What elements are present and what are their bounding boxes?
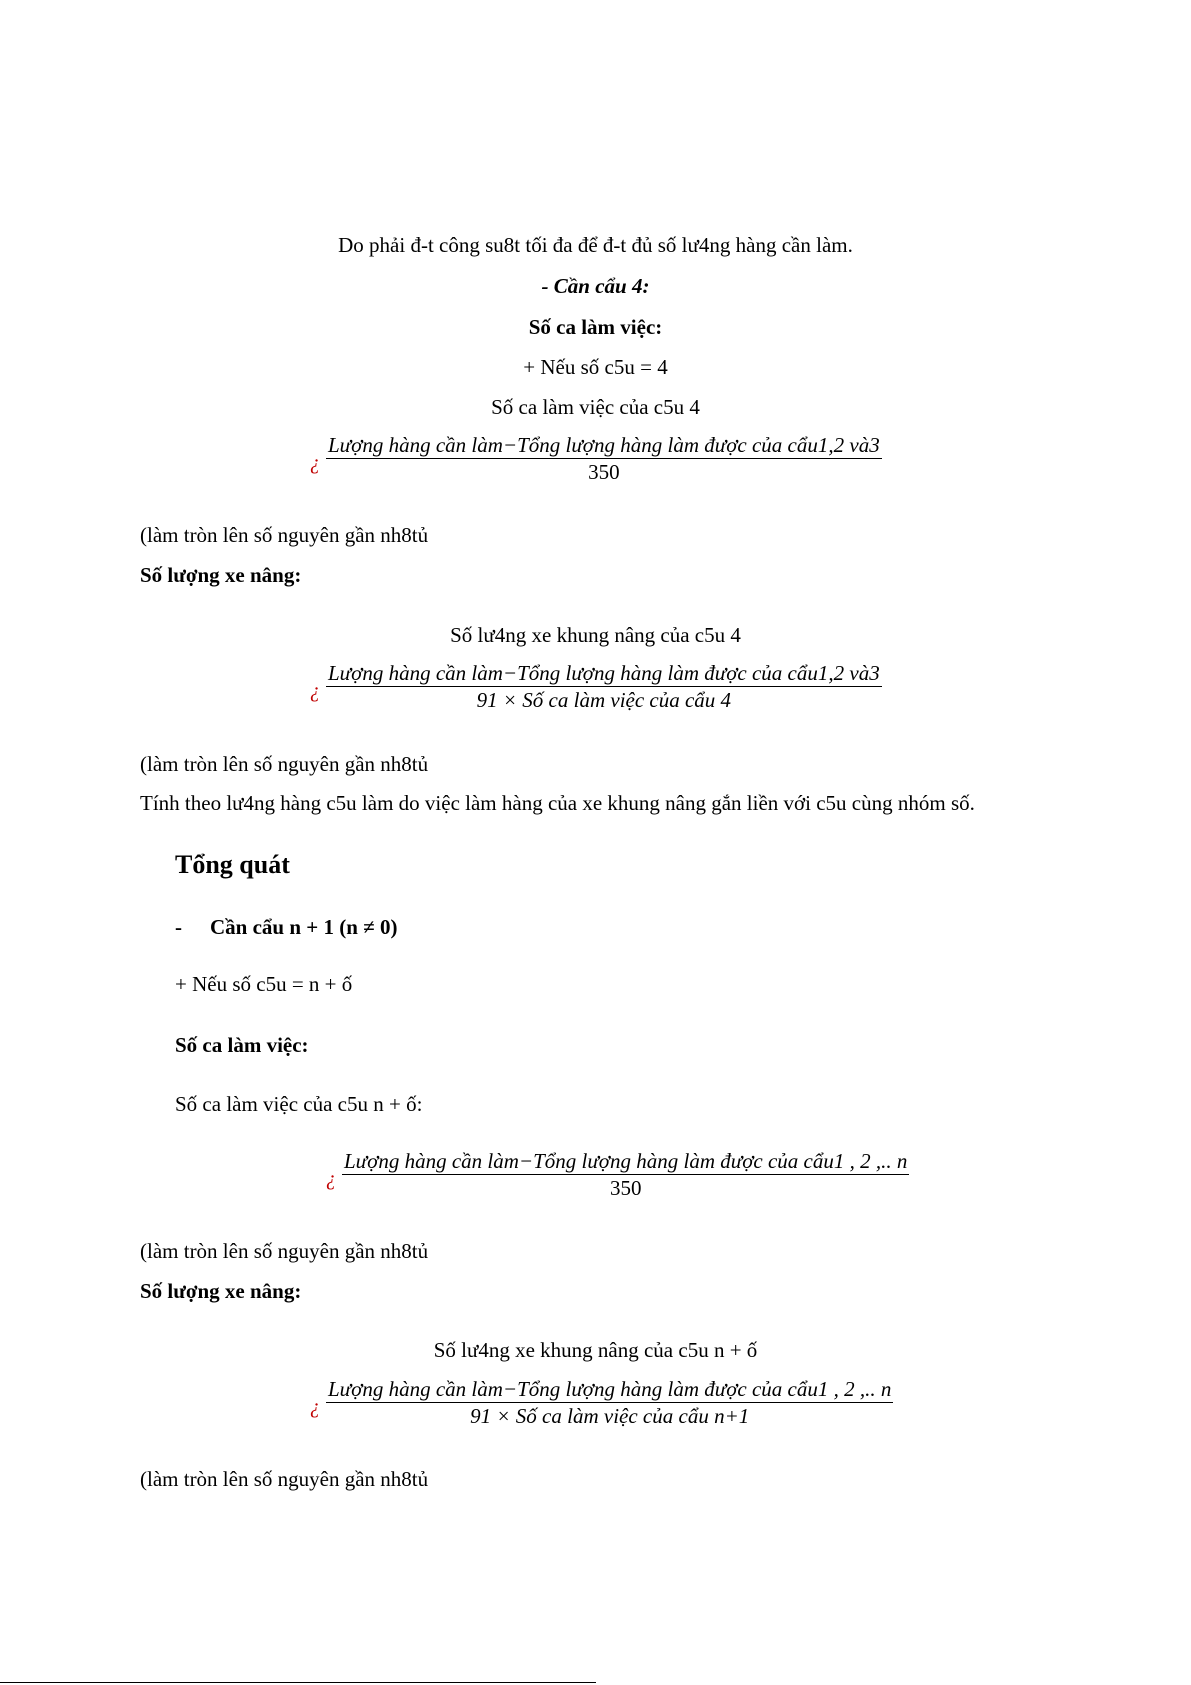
text-line: Số ca làm việc của c5u 4 <box>491 395 700 419</box>
text-line: (làm tròn lên số nguyên gần nh8tủ <box>140 1467 429 1491</box>
formula-glyph: ¿ <box>326 1168 336 1190</box>
formula-numerator: Lượng hàng cần làm−Tổng lượng hàng làm được của cẩu1 , 2 ,.. n <box>344 1149 908 1173</box>
formula-numerator: Lượng hàng cần làm−Tổng lượng hàng làm được của cẩu1,2 và3 <box>328 433 880 457</box>
formula-shifts-crane-4 <box>310 432 882 485</box>
text-line: + Nếu số c5u = 4 <box>523 355 668 379</box>
formula-denominator: 91 × Số ca làm việc của cẩu 4 <box>476 688 732 712</box>
formula-denominator: 350 <box>609 1176 642 1200</box>
formula-forklifts-crane-n1 <box>310 1376 893 1429</box>
text-line: (làm tròn lên số nguyên gần nh8tủ <box>140 523 429 547</box>
formula-denominator: 350 <box>588 460 620 484</box>
text-line: Tính theo lư4ng hàng c5u làm do việc làm hàng của xe khung nâng gắn liền với c5u cùng nhóm số. <box>140 791 975 815</box>
formula-numerator: Lượng hàng cần làm−Tổng lượng hàng làm được của cẩu1 , 2 ,.. n <box>328 1377 892 1401</box>
text-line: Số ca làm việc của c5u n + ố: <box>175 1092 423 1116</box>
formula-numerator: Lượng hàng cần làm−Tổng lượng hàng làm được của cẩu1,2 và3 <box>328 661 880 685</box>
subheading-forklifts: Số lượng xe nâng: <box>140 563 302 587</box>
footnote-separator <box>0 1682 596 1683</box>
formula-glyph: ¿ <box>310 1396 320 1418</box>
text-line: + Nếu số c5u = n + ố <box>175 972 353 996</box>
formula-glyph: ¿ <box>310 452 320 474</box>
list-dash: - <box>175 915 182 939</box>
section-heading-crane-n1: Cần cẩu n + 1 (n ≠ 0) <box>210 915 398 939</box>
subheading-forklifts: Số lượng xe nâng: <box>140 1279 302 1303</box>
text-line: Số lư4ng xe khung nâng của c5u 4 <box>450 623 741 647</box>
subheading-shifts: Số ca làm việc: <box>528 315 663 339</box>
text-line: Do phải đ-t công su8t tối đa để đ-t đủ số lư4ng hàng cần làm. <box>338 233 853 257</box>
formula-shifts-crane-n1 <box>326 1148 909 1201</box>
formula-forklifts-crane-4 <box>310 660 882 713</box>
text-line: (làm tròn lên số nguyên gần nh8tủ <box>140 752 429 776</box>
formula-glyph: ¿ <box>310 680 320 702</box>
formula-denominator: 91 × Số ca làm việc của cẩu n+1 <box>470 1404 750 1428</box>
text-line: Số lư4ng xe khung nâng của c5u n + ố <box>433 1338 758 1362</box>
subheading-shifts: Số ca làm việc: <box>175 1033 309 1057</box>
text-line: (làm tròn lên số nguyên gần nh8tủ <box>140 1239 429 1263</box>
section-heading-crane-4: - Cần cẩu 4: <box>541 274 650 298</box>
heading-general: Tổng quát <box>175 850 290 879</box>
